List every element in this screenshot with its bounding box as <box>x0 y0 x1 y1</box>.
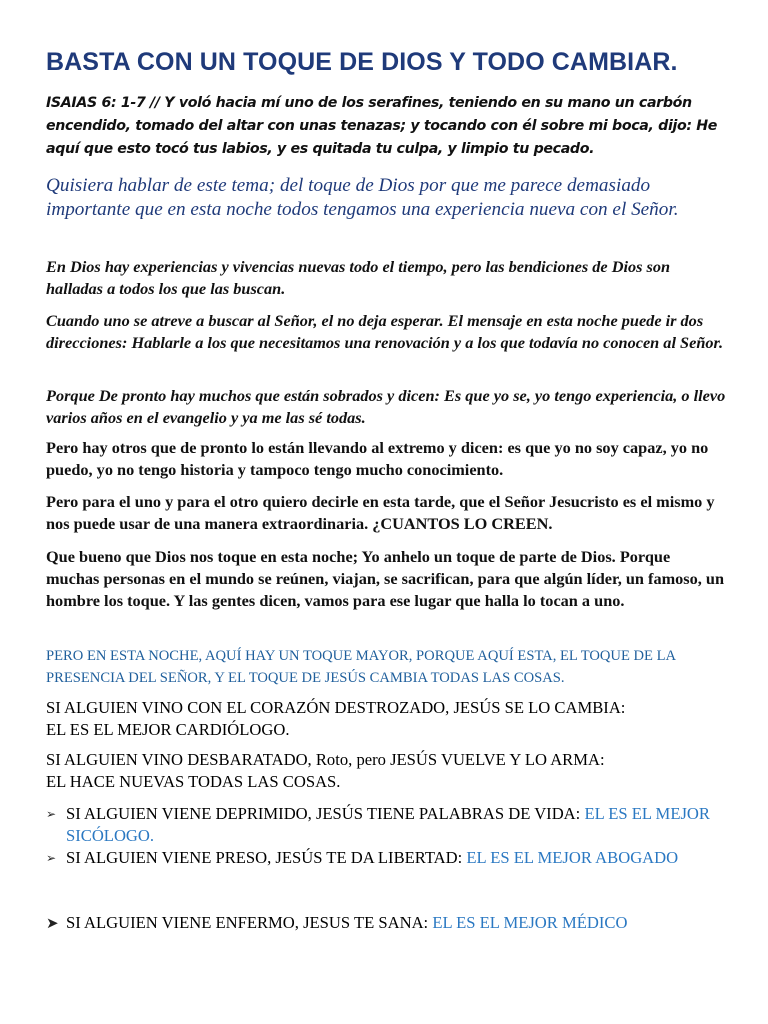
bullet-item-doctor <box>46 912 726 934</box>
paragraph-touch: Que bueno que Dios nos toque en esta noche; Yo anhelo un toque de parte de Dios. Porque muchas personas en el mundo se reúnen, viajan, se sacrifican, para que algún líder, un famoso, un hombre los toque. Y las gentes dicen, vamos para ese lugar que halla lo tocan a uno. <box>46 547 725 610</box>
bullet-separator: : <box>575 804 585 823</box>
bullet-text: SI ALGUIEN VIENE ENFERMO, JESUS TE SANA: <box>66 913 429 932</box>
scripture-verse: ISAIAS 6: 1-7 // Y voló hacia mí uno de los serafines, teniendo en su mano un carbón encendido, tomado del altar con unas tenazas; y tocando con él sobre mi boca, dijo: He aquí que esto tocó tus labios, y es quitada tu culpa, y limpio tu pecado. <box>46 95 718 157</box>
highlight-paragraph: PERO EN ESTA NOCHE, AQUÍ HAY UN TOQUE MAYOR, PORQUE AQUÍ ESTA, EL TOQUE DE LA PRESENCIA DEL SEÑOR, Y EL TOQUE DE JESÚS CAMBIA TODAS LAS COSAS. <box>46 648 676 686</box>
statement-heart-line2: EL ES EL MEJOR CARDIÓLOGO. <box>46 720 290 739</box>
statement-broken-part-d: JESÚS VUELVE Y LO ARMA: <box>390 750 605 769</box>
bullet-accent: EL ES EL MEJOR SICÓLOGO. <box>66 804 710 845</box>
bullet-item-psychologist <box>46 803 726 847</box>
paragraph-others: Pero hay otros que de pronto lo están llevando al extremo y dicen: es que yo no soy capaz, yo no puedo, yo no tengo historia y tampoco tengo mucho conocimiento. <box>46 438 709 479</box>
bullet-accent: EL ES EL MEJOR ABOGADO <box>466 848 679 867</box>
paragraph-jesus-same: Pero para el uno y para el otro quiero decirle en esta tarde, que el Señor Jesucristo es el mismo y nos puede usar de una manera extraordinaria. ¿CUANTOS LO CREEN. <box>46 492 715 533</box>
statement-heart-line1: SI ALGUIEN VINO CON EL CORAZÓN DESTROZADO, JESÚS SE LO CAMBIA: <box>46 698 626 717</box>
paragraph-experiences: En Dios hay experiencias y vivencias nuevas todo el tiempo, pero las bendiciones de Dios son halladas a todos los que las buscan. <box>46 257 671 298</box>
bullet-text: SI ALGUIEN VIENE PRESO, JESÚS TE DA LIBERTAD: <box>66 848 463 867</box>
statement-broken <box>46 749 726 793</box>
statement-broken-line1 <box>46 749 726 771</box>
statement-broken-part-c: , pero <box>348 750 391 769</box>
statement-heart <box>46 697 726 741</box>
arrow-bullet-icon: ➤ <box>46 914 59 932</box>
statement-broken-part-b: Roto <box>315 750 349 769</box>
arrow-bullet-icon: ➢ <box>46 851 57 865</box>
statement-broken-line2: EL HACE NUEVAS TODAS LAS COSAS. <box>46 772 341 791</box>
bullet-accent: EL ES EL MEJOR MÉDICO <box>432 913 628 932</box>
document-title: BASTA CON UN TOQUE DE DIOS Y TODO CAMBIAR. <box>46 48 678 76</box>
bullet-text: SI ALGUIEN VIENE DEPRIMIDO, JESÚS TIENE PALABRAS DE VIDA <box>66 804 576 823</box>
intro-paragraph: Quisiera hablar de este tema; del toque de Dios por que me parece demasiado importante que en esta noche todos tengamos una experiencia nueva con el Señor. <box>46 175 679 220</box>
paragraph-overconfident: Porque De pronto hay muchos que están sobrados y dicen: Es que yo se, yo tengo experiencia, o llevo varios años en el evangelio y ya me las sé todas. <box>46 386 726 427</box>
bullet-item-lawyer <box>46 847 726 869</box>
arrow-bullet-icon: ➢ <box>46 807 57 821</box>
statement-broken-part-a: SI ALGUIEN VINO DESBARATADO, <box>46 750 316 769</box>
paragraph-directions: Cuando uno se atreve a buscar al Señor, el no deja esperar. El mensaje en esta noche puede ir dos direcciones: Hablarle a los que necesitamos una renovación y a los que todavía no conocen al Señor. <box>46 311 724 352</box>
